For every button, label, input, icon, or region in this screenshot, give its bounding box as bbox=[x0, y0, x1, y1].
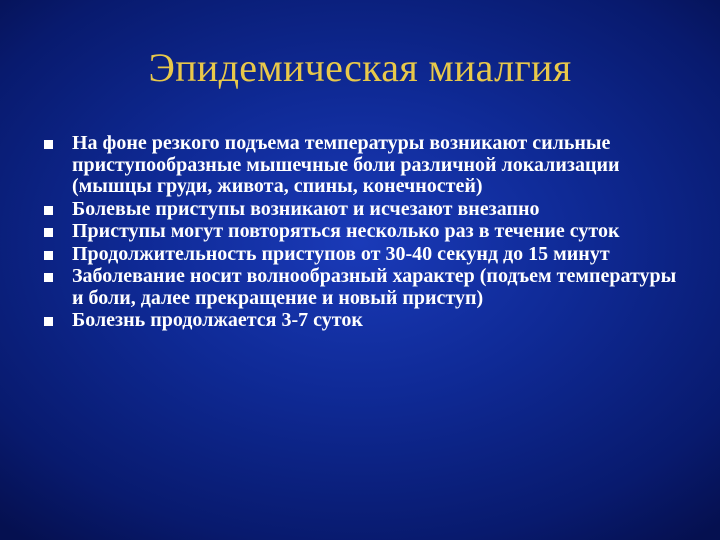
slide-title: Эпидемическая миалгия bbox=[148, 45, 572, 90]
bullet-item bbox=[44, 221, 684, 243]
bullet-list bbox=[44, 133, 684, 333]
bullet-text: Продолжительность приступов от 30-40 секунд до 15 минут bbox=[72, 242, 610, 265]
bullet-text: Заболевание носит волнообразный характер (подъем температуры и боли, далее прекращение и новый приступ) bbox=[72, 265, 677, 309]
square-bullet-icon bbox=[44, 206, 53, 215]
square-bullet-icon bbox=[44, 140, 53, 149]
square-bullet-icon bbox=[44, 228, 53, 237]
bullet-text: Болезнь продолжается 3-7 суток bbox=[72, 309, 363, 331]
bullet-item bbox=[44, 133, 684, 198]
bullet-text: Приступы могут повторяться несколько раз в течение суток bbox=[72, 220, 620, 242]
bullet-item bbox=[44, 199, 684, 221]
square-bullet-icon bbox=[44, 273, 53, 282]
square-bullet-icon bbox=[44, 317, 53, 326]
bullet-item bbox=[44, 266, 684, 309]
bullet-text: Болевые приступы возникают и исчезают внезапно bbox=[72, 197, 540, 220]
bullet-text: На фоне резкого подъема температуры возникают сильные приступообразные мышечные боли различной локализации (мышцы груди, живота, спины, конечностей) bbox=[72, 132, 620, 197]
bullet-item bbox=[44, 310, 684, 332]
square-bullet-icon bbox=[44, 251, 53, 260]
bullet-item bbox=[44, 244, 684, 266]
